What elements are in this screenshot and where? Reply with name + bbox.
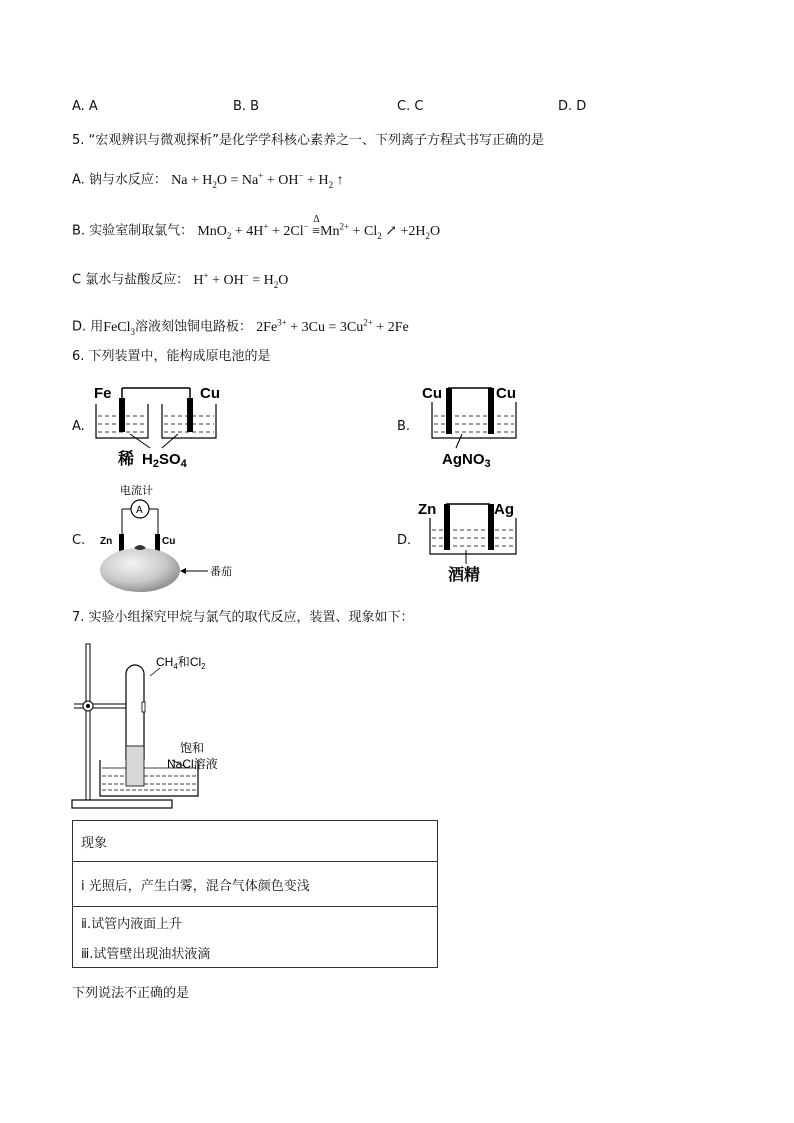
c-meter-symbol: A xyxy=(136,505,143,516)
q5-d-reagent: FeCl$_3$ xyxy=(103,319,136,337)
heat-symbol: Δ xyxy=(313,213,320,225)
beaker-label-2: NaCl溶液 xyxy=(167,757,218,771)
q6-option-d-label: D. xyxy=(397,533,412,548)
c-meter-label: 电流计 xyxy=(120,485,153,497)
a-solution-formula: $H_2SO_4$ xyxy=(142,451,187,470)
q6-option-c-label: C. xyxy=(72,533,86,548)
q6-option-a-label: A. xyxy=(72,419,85,434)
q6-a-diagram xyxy=(90,380,230,472)
beaker-label-1: 饱和 xyxy=(180,741,205,755)
q4-option-c: C. C xyxy=(397,99,424,114)
d-ag-label: Ag xyxy=(494,501,514,518)
q4-option-b: B. B xyxy=(233,99,260,114)
table-row xyxy=(73,862,438,907)
observation-2: ⅱ.试管内液面上升 xyxy=(73,907,438,938)
b-solution-formula: AgNO$_3$ xyxy=(442,451,491,470)
c-cu-label: Cu xyxy=(162,536,176,547)
tube-gas-label: $CH_4$和$Cl_2$ xyxy=(156,655,206,671)
q5-option-b xyxy=(72,213,441,244)
tomato-icon xyxy=(100,548,180,592)
c-zn-label: Zn xyxy=(100,536,113,547)
q5-option-c xyxy=(72,266,288,293)
q5-c-label: C 氯水与盐酸反应： xyxy=(72,272,190,288)
q6-c-diagram xyxy=(96,482,246,594)
q5-b-label: B. 实验室制取氯气： xyxy=(72,223,194,239)
table-row xyxy=(73,821,438,862)
q5-option-d xyxy=(72,313,409,340)
q6-option-b-label: B. xyxy=(397,419,411,434)
q4-option-a: A. A xyxy=(72,99,98,114)
q7-apparatus-diagram xyxy=(68,638,268,814)
observation-1: ⅰ 光照后，产生白雾，混合气体颜色变浅 xyxy=(73,862,438,907)
q5-stem: 5. “宏观辨识与微观探析”是化学学科核心素养之一、下列离子方程式书写正确的是 xyxy=(72,133,545,148)
q5-d-equation: $2Fe^{3+} + 3Cu = 3Cu^{2+} + 2Fe$ xyxy=(256,317,409,335)
a-cu-label: Cu xyxy=(200,385,220,402)
table-row xyxy=(73,937,438,968)
q7-follow-text: 下列说法不正确的是 xyxy=(72,986,190,1001)
b-left-cu-label: Cu xyxy=(422,385,442,402)
a-solution-pre: 稀 xyxy=(118,451,135,468)
d-zn-label: Zn xyxy=(418,501,437,518)
q5-b-equation: MnO$_2$ + 4H+ + 2Cl− Δ $\equiv Mn^{2+} + Cl_2$ ↗ $+2H_2O$ xyxy=(197,224,440,239)
table-row xyxy=(73,907,438,938)
q5-c-equation: $H^+ + OH^- = H_2O$ xyxy=(193,270,289,290)
observation-3: ⅲ.试管壁出现油状液滴 xyxy=(73,937,438,968)
b-right-cu-label: Cu xyxy=(496,385,516,402)
q5-option-a xyxy=(72,166,344,193)
q6-d-diagram xyxy=(418,496,528,588)
q5-a-label: A. 钠与水反应： xyxy=(72,172,167,188)
c-fruit-label: 番茄 xyxy=(210,566,232,578)
q5-a-equation: $Na + H_2O = Na^+ + OH^- + H_2$ ↑ xyxy=(171,170,344,190)
a-fe-label: Fe xyxy=(94,385,112,402)
q7-stem: 7. 实验小组探究甲烷与氯气的取代反应，装置、现象如下： xyxy=(72,610,414,625)
q5-d-label-pre: D. 用 xyxy=(72,319,104,335)
d-solution-label: 酒精 xyxy=(448,567,481,584)
q4-option-d: D. D xyxy=(558,99,587,114)
q6-b-diagram xyxy=(420,380,530,472)
q6-stem: 6. 下列装置中，能构成原电池的是 xyxy=(72,349,271,364)
q5-d-label-post: 溶液刻蚀铜电路板： xyxy=(135,319,253,335)
q7-observation-table xyxy=(72,820,438,968)
table-header-cell: 现象 xyxy=(73,821,438,862)
